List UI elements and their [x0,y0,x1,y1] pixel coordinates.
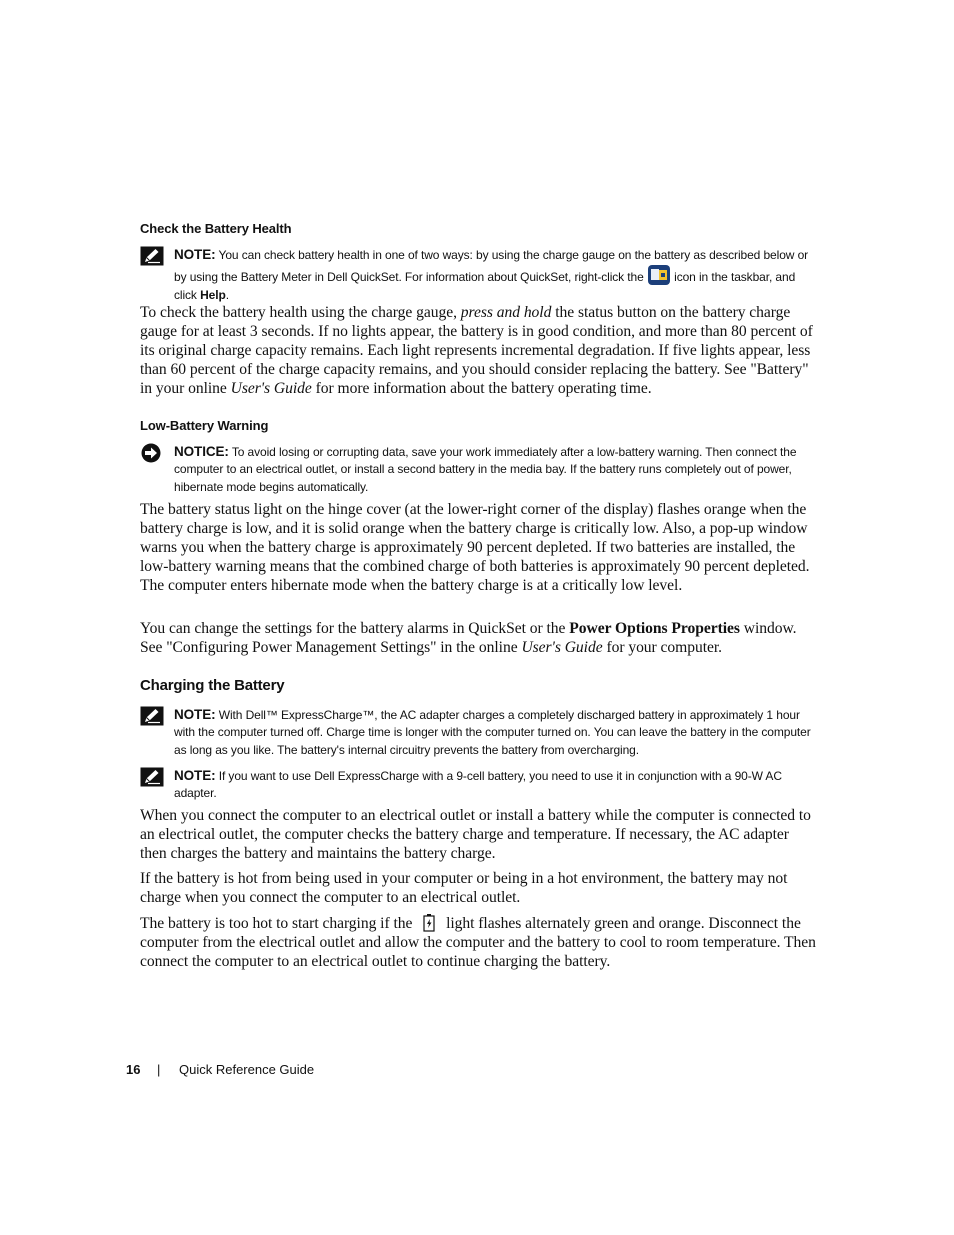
power-options-properties-ui: Power Options Properties [569,620,740,637]
note-text-part-3: . [225,287,229,302]
notice-label: NOTICE: [174,444,229,459]
para-text-2: the status button on the battery charge gauge for at least 3 seconds. If no lights appear, the battery is in good condition, and more than 80 percent of its original charge capacity remains. Each light represents incremental degradation. If five lights appear, less than 60 percent of the charge capacity remains, and you should consider replacing the battery. See "Battery" in your online [140,304,813,397]
note-body: With Dell™ ExpressCharge™, the AC adapter charges a completely discharged battery in approximately 1 hour with the computer turned off. Charge time is longer with the computer turned on. You can leave the battery in the computer as long as you like. The battery's internal circuitry prevents the battery from overcharging. [174,708,811,757]
note-text-part-2: icon in the taskbar, and click [174,270,796,302]
heading-charging-the-battery: Charging the Battery [140,677,285,694]
note-label: NOTE: [174,707,216,722]
paragraph-too-hot [140,913,816,972]
para-text-1: To check the battery health using the charge gauge, [140,304,457,321]
notice-low-battery [140,443,818,496]
para-text-3: for your computer. [606,638,723,656]
battery-icon [416,913,442,933]
notice-text [174,443,818,496]
note-text [174,246,818,304]
page-number: 16 [126,1062,141,1077]
note-text-part-1: You can check battery health in one of two ways: by using the charge gauge on the battery as described below or by using the Battery Meter in Dell QuickSet. For information about QuickSet, right-click the [174,248,809,285]
note-label: NOTE: [174,247,216,262]
para-text-1: You can change the settings for the battery alarms in QuickSet or the [140,620,566,637]
para-text-2: window. See "Configuring Power Management Settings" in the online [140,620,797,656]
para-text-1: The battery is too hot to start charging if the [140,915,413,932]
footer-guide-title: Quick Reference Guide [179,1062,315,1077]
para-text-3: for more information about the battery operating time. [315,379,652,397]
paragraph-battery-health [140,304,816,399]
quickset-icon [647,264,671,286]
help-ui-word: Help [200,287,226,302]
paragraph-status-light: The battery status light on the hinge cover (at the lower-right corner of the display) flashes orange when the battery charge is low, and it is solid orange when the battery charge is critically low. Also, a pop-up window warns you when the battery charge is approximately 90 percent depleted. If two batteries are installed, the low-battery warning means that the combined charge of both batteries is approximately 90 percent depleted. The computer enters hibernate mode when the battery charge is at a critically low level. [140,501,810,594]
paragraph-charge-check: When you connect the computer to an electrical outlet or install a battery while the computer is connected to an electrical outlet, the computer checks the battery charge and temperature. If necessary, the AC adapter then charges the battery and maintains the battery charge. [140,807,811,862]
users-guide-reference: User's Guide [230,379,312,397]
note-body: If you want to use Dell ExpressCharge with a 9-cell battery, you need to use it in conjunction with a 90-W AC adapter. [174,769,782,801]
notice-arrow-icon [140,443,164,463]
notice-body: To avoid losing or corrupting data, save your work immediately after a low-battery warning. Then connect the computer to an electrical outlet, or install a second battery in the media bay. If the battery runs completely out of power, hibernate mode begins automatically. [174,445,797,494]
note-pencil-icon [140,246,164,266]
users-guide-reference: User's Guide [521,638,603,656]
heading-check-battery-health: Check the Battery Health [140,221,292,236]
note-expresscharge [140,706,818,759]
note-text [174,767,818,803]
para-italic-press-and-hold: press and hold [460,304,552,321]
note-text [174,706,818,759]
note-label: NOTE: [174,768,216,783]
note-pencil-icon [140,706,164,726]
para-text-2: light flashes alternately green and orange. Disconnect the computer from the electrical outlet and allow the computer and the battery to cool to room temperature. Then connect the computer to an electrical outlet to continue charging the battery. [140,915,816,970]
footer-separator: | [157,1062,161,1077]
note-9-cell-battery [140,767,818,803]
paragraph-hot-battery: If the battery is hot from being used in your computer or being in a hot environment, the battery may not charge when you connect the computer to an electrical outlet. [140,870,788,906]
note-pencil-icon [140,767,164,787]
note-battery-health [140,246,818,304]
paragraph-alarm-settings [140,620,816,658]
heading-low-battery-warning: Low-Battery Warning [140,418,269,433]
